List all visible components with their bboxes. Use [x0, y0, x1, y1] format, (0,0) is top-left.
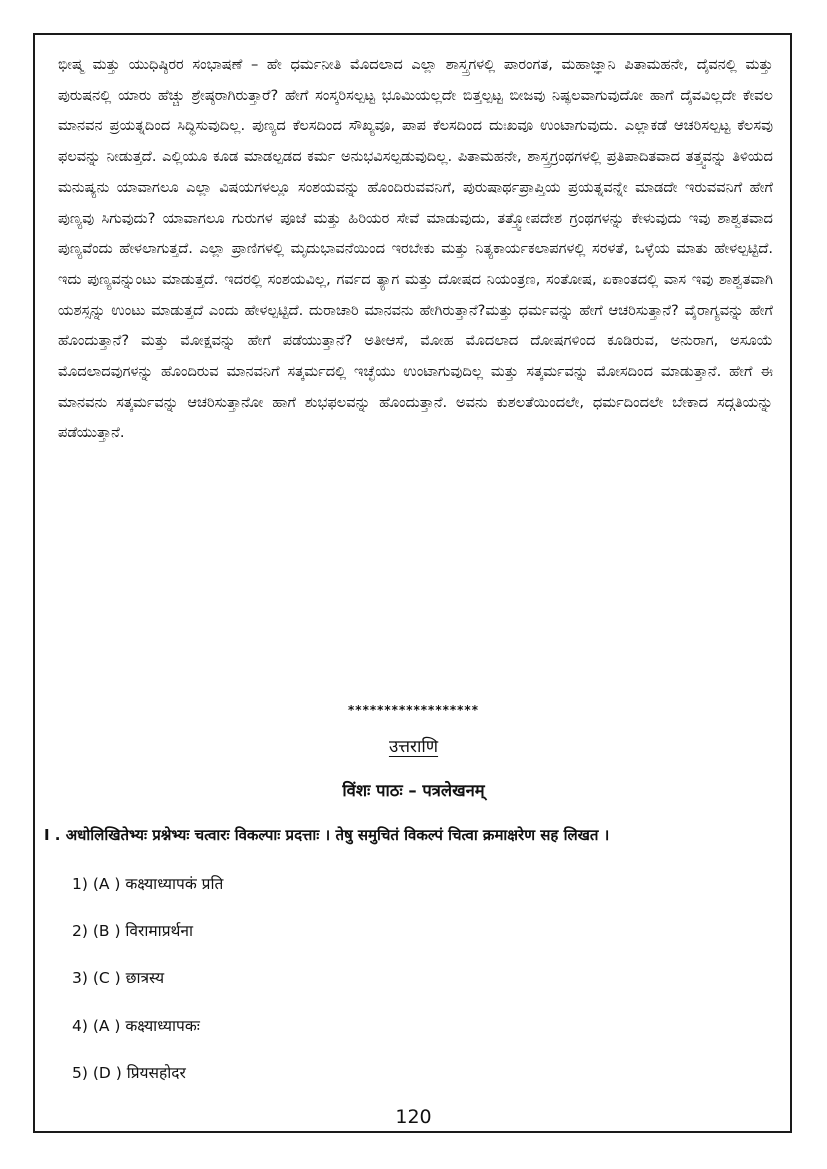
answer-list — [72, 872, 223, 1108]
answers-heading-text: उत्तराणि — [388, 737, 439, 757]
answer-item: 5) (D ) प्रियसहोदर — [72, 1063, 186, 1082]
kannada-passage — [58, 50, 773, 449]
separator-stars: ****************** — [348, 703, 479, 717]
lesson-title: विंशः पाठः – पत्रलेखनम् — [342, 781, 485, 800]
answers-heading — [0, 734, 827, 757]
answer-item: 3) (C ) छात्रस्य — [72, 969, 165, 988]
question-text: I . अधोलिखितेभ्यः प्रश्नेभ्यः चत्वारः विकल्पाः प्रदत्ताः । तेषु समुचितं विकल्पं चित्वा क्रमाक्षरेण सह लिखत । — [44, 826, 610, 844]
answer-item: 1) (A ) कक्ष्याध्यापकं प्रति — [72, 875, 224, 893]
answer-item: 4) (A ) कक्ष्याध्यापकः — [72, 1016, 200, 1035]
passage-text: ಭೀಷ್ಮ ಮತ್ತು ಯುಧಿಷ್ಠಿರರ ಸಂಭಾಷಣೆ – ಹೇ ಧರ್ಮನೀತಿ ಮೊದಲಾದ ಎಲ್ಲಾ ಶಾಸ್ತ್ರಗಳಲ್ಲಿ ಪಾರಂಗತ, ಮಹಾಜ್ಞಾನಿ ಪಿತಾಮಹನೇ, ದೈವನಲ್ಲಿ ಮತ್ತು ಪುರುಷನಲ್ಲಿ ಯಾರು ಹೆಚ್ಚು ಶ್ರೇಷ್ಠರಾಗಿರುತ್ತಾರೆ? ಹೇಗೆ ಸಂಸ್ಕರಿಸಲ್ಪಟ್ಟ ಭೂಮಿಯಲ್ಲದೇ ಬಿತ್ತಲ್ಪಟ್ಟ ಬೀಜವು ನಿಷ್ಫಲವಾಗುವುದೋ ಹಾಗೆ ದೈವವಿಲ್ಲದೇ ಕೇವಲ ಮಾನವನ ಪ್ರಯತ್ನದಿಂದ ಸಿದ್ಧಿಸುವುದಿಲ್ಲ. ಪುಣ್ಯದ ಕೆಲಸದಿಂದ ಸೌಖ್ಯವೂ, ಪಾಪ ಕೆಲಸದಿಂದ ದುಃಖವೂ ಉಂಟಾಗುವುದು. ಎಲ್ಲಾಕಡೆ ಆಚರಿಸಲ್ಪಟ್ಟ ಕೆಲಸವು ಫಲವನ್ನು ನೀಡುತ್ತದೆ. ಎಲ್ಲಿಯೂ ಕೂಡ ಮಾಡಲ್ಪಡದ ಕರ್ಮ ಅನುಭವಿಸಲ್ಪಡುವುದಿಲ್ಲ. ಪಿತಾಮಹನೇ, ಶಾಸ್ತ್ರಗ್ರಂಥಗಳಲ್ಲಿ ಪ್ರತಿಪಾದಿತವಾದ ತತ್ತ್ವವನ್ನು ತಿಳಿಯದ ಮನುಷ್ಯನು ಯಾವಾಗಲೂ ಎಲ್ಲಾ ವಿಷಯಗಳಲ್ಲೂ ಸಂಶಯವನ್ನು ಹೊಂದಿರುವವನಿಗೆ, ಪುರುಷಾರ್ಥಪ್ರಾಪ್ತಿಯ ಪ್ರಯತ್ನವನ್ನೇ ಮಾಡದೇ ಇರುವವನಿಗೆ ಹೇಗೆ ಪುಣ್ಯವು ಸಿಗುವುದು? ಯಾವಾಗಲೂ ಗುರುಗಳ ಪೂಜೆ ಮತ್ತು ಹಿರಿಯರ ಸೇವೆ ಮಾಡುವುದು, ತತ್ತ್ವೋಪದೇಶ ಗ್ರಂಥಗಳನ್ನು ಕೇಳುವುದು ಇವು ಶಾಶ್ವತವಾದ ಪುಣ್ಯವೆಂದು ಹೇಳಲಾಗುತ್ತದೆ. ಎಲ್ಲಾ ಪ್ರಾಣಿಗಳಲ್ಲಿ ಮೃದುಭಾವನೆಯಿಂದ ಇರಬೇಕು ಮತ್ತು ನಿತ್ಯಕಾರ್ಯಕಲಾಪಗಳಲ್ಲಿ ಸರಳತೆ, ಒಳ್ಳೆಯ ಮಾತು ಹೇಳಲ್ಪಟ್ಟಿದೆ. ಇದು ಪುಣ್ಯವನ್ನುಂಟು ಮಾಡುತ್ತದೆ. ಇದರಲ್ಲಿ ಸಂಶಯವಿಲ್ಲ, ಗರ್ವದ ತ್ಯಾಗ ಮತ್ತು ದೋಷದ ನಿಯಂತ್ರಣ, ಸಂತೋಷ, ಏಕಾಂತದಲ್ಲಿ ವಾಸ ಇವು ಶಾಶ್ವತವಾಗಿ ಯಶಸ್ಸನ್ನು ಉಂಟು ಮಾಡುತ್ತದೆ ಎಂದು ಹೇಳಲ್ಪಟ್ಟಿದೆ. ದುರಾಚಾರಿ ಮಾನವನು ಹೇಗಿರುತ್ತಾನೆ?ಮತ್ತು ಧರ್ಮವನ್ನು ಹೇಗೆ ಆಚರಿಸುತ್ತಾನೆ? ವೈರಾಗ್ಯವನ್ನು ಹೇಗೆ ಹೊಂದುತ್ತಾನೆ? ಮತ್ತು ಮೋಕ್ಷವನ್ನು ಹೇಗೆ ಪಡೆಯುತ್ತಾನೆ? ಅತೀಆಸೆ, ಮೋಹ ಮೊದಲಾದ ದೋಷಗಳಿಂದ ಕೂಡಿರುವ, ಅನುರಾಗ, ಅಸೂಯೆ ಮೊದಲಾದವುಗಳನ್ನು ಹೊಂದಿರುವ ಮಾನವನಿಗೆ ಸತ್ಕರ್ಮದಲ್ಲಿ ಇಚ್ಛೆಯು ಉಂಟಾಗುವುದಿಲ್ಲ ಮತ್ತು ಸತ್ಕರ್ಮವನ್ನು ಮೋಸದಿಂದ ಮಾಡುತ್ತಾನೆ. ಹೇಗೆ ಈ ಮಾನವನು ಸತ್ಕರ್ಮವನ್ನು ಆಚರಿಸುತ್ತಾನೋ ಹಾಗೆ ಶುಭಫಲವನ್ನು ಹೊಂದುತ್ತಾನೆ. ಅವನು ಕುಶಲತೆಯಿಂದಲೇ, ಧರ್ಮದಿಂದಲೇ ಬೇಕಾದ ಸದ್ಗತಿಯನ್ನು ಪಡೆಯುತ್ತಾನೆ. — [58, 56, 773, 442]
answer-item: 2) (B ) विरामाप्रर्थना — [72, 922, 194, 941]
page-number: 120 — [395, 1106, 432, 1128]
